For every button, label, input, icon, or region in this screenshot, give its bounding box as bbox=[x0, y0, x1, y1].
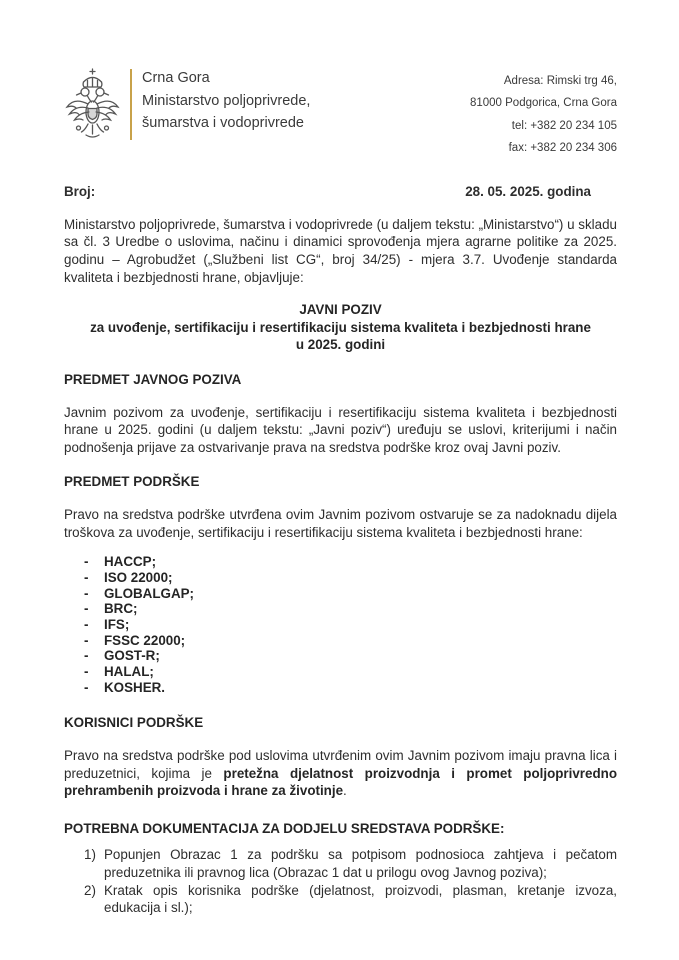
contact-tel: tel: +382 20 234 105 bbox=[511, 119, 617, 132]
contact-address: Adresa: Rimski trg 46, bbox=[503, 75, 617, 87]
intro-paragraph: Ministarstvo poljoprivrede, šumarstva i vodoprivrede (u daljem tekstu: „Ministarstvo“) u skladu sa čl. 3 Uredbe o uslovima, načinu i dinamici sprovođenja mjera agrarne politike za 2025. godinu – Agrobudžet („Službeni list CG“, broj 34/25) - mjera 3.7. Uvođenje standarda kvaliteta i bezbjednosti hrane, objavljuje: bbox=[64, 216, 617, 285]
document-list-item bbox=[84, 882, 617, 917]
list-bullet: - bbox=[84, 601, 89, 617]
list-bullet: - bbox=[84, 616, 89, 632]
standard-list-item bbox=[84, 617, 617, 633]
list-bullet: - bbox=[84, 679, 89, 695]
korisnici-paragraph bbox=[64, 747, 617, 800]
standard-list-item bbox=[84, 648, 617, 664]
standard-name: BRC; bbox=[104, 601, 138, 617]
standard-name: GLOBALGAP; bbox=[104, 585, 195, 601]
letterhead-left bbox=[64, 66, 310, 142]
standard-name: FSSC 22000; bbox=[104, 632, 186, 648]
list-bullet: - bbox=[84, 664, 89, 680]
standard-list-item bbox=[84, 680, 617, 696]
contact-fax: fax: +382 20 234 306 bbox=[508, 141, 617, 154]
country-name: Crna Gora bbox=[142, 70, 210, 86]
standard-list-item bbox=[84, 664, 617, 680]
document-list-item bbox=[84, 846, 617, 881]
item-text: Kratak opis korisnika podrške (djelatnost, proizvodi, plasman, kretanje izvoza, edukacija i sl.); bbox=[104, 882, 617, 916]
section-heading-predmet-podrske: PREDMET PODRŠKE bbox=[64, 474, 200, 490]
predmet-podrske-paragraph: Pravo na sredstva podrške utvrđena ovim Javnim pozivom ostvaruje se za nadoknadu dijela troškova za uvođenje, sertifikaciju i resertifikaciju sistema kvaliteta i bezbjednosti hrane: bbox=[64, 506, 617, 540]
document-meta-row bbox=[64, 183, 617, 201]
standard-name: HACCP; bbox=[104, 554, 157, 570]
list-bullet: - bbox=[84, 648, 89, 664]
list-bullet: - bbox=[84, 554, 89, 570]
standard-name: GOST-R; bbox=[104, 648, 160, 664]
standard-name: IFS; bbox=[104, 616, 130, 632]
contact-block bbox=[470, 66, 617, 159]
contact-city: 81000 Podgorica, Crna Gora bbox=[469, 97, 617, 110]
list-bullet: - bbox=[84, 569, 89, 585]
standard-list-item bbox=[84, 601, 617, 617]
doc-date: 28. 05. 2025. godina bbox=[465, 184, 591, 200]
section-heading-korisnici: KORISNICI PODRŠKE bbox=[64, 715, 204, 731]
standard-list-item bbox=[84, 554, 617, 570]
ministry-name-line1: Ministarstvo poljoprivrede, bbox=[142, 92, 311, 109]
korisnici-text-bold: pretežna djelatnost proizvodnja i promet poljoprivredno prehrambenih proizvoda i hrane za životinje bbox=[64, 765, 617, 799]
letterhead-accent-line bbox=[130, 69, 132, 140]
section-heading-dokumentacija: POTREBNA DOKUMENTACIJA ZA DODJELU SREDSTAVA PODRŠKE: bbox=[64, 820, 505, 836]
doc-number-label: Broj: bbox=[64, 184, 96, 200]
standard-name: KOSHER. bbox=[104, 679, 166, 695]
title-line3: u 2025. godini bbox=[295, 337, 386, 353]
letterhead bbox=[64, 66, 617, 159]
standard-list-item bbox=[84, 633, 617, 649]
item-number: 2) bbox=[84, 882, 96, 898]
document-title bbox=[64, 301, 617, 354]
list-bullet: - bbox=[84, 632, 89, 648]
ministry-name-line2: šumarstva i vodoprivrede bbox=[142, 115, 304, 131]
list-bullet: - bbox=[84, 585, 89, 601]
section-heading-predmet-poziva: PREDMET JAVNOG POZIVA bbox=[64, 371, 242, 387]
standard-list-item bbox=[84, 570, 617, 586]
standard-name: HALAL; bbox=[104, 664, 154, 680]
item-text: Popunjen Obrazac 1 za podršku sa potpisom podnosioca zahtjeva i pečatom preduzetnika ili pravnog lica (Obrazac 1 dat u prilogu ovog Javnog poziva); bbox=[104, 847, 617, 880]
predmet-poziva-paragraph: Javnim pozivom za uvođenje, sertifikaciju i resertifikaciju sistema kvaliteta i bezbjednosti hrane u 2025. godini (u daljem tekstu: „Javni poziv“) uređuju se uslovi, kriterijumi i način podnošenja prijave za ostvarivanje prava na sredstva podrške kroz ovaj Javni poziv. bbox=[64, 404, 617, 455]
standard-list-item bbox=[84, 586, 617, 602]
coat-of-arms-icon bbox=[64, 68, 121, 142]
korisnici-text-end: . bbox=[343, 783, 347, 799]
standard-name: ISO 22000; bbox=[104, 569, 173, 585]
documents-list bbox=[84, 846, 617, 916]
title-line1: JAVNI POZIV bbox=[299, 302, 382, 318]
korisnici-text-normal: Pravo na sredstva podrške pod uslovima utvrđenim ovim Javnim pozivom imaju pravna lica i preduzetnici, kojima je bbox=[64, 748, 617, 781]
title-line2: za uvođenje, sertifikaciju i resertifikaciju sistema kvaliteta i bezbjednosti hrane bbox=[90, 319, 591, 335]
standards-list bbox=[84, 554, 617, 695]
item-number: 1) bbox=[84, 847, 96, 863]
ministry-name-block bbox=[142, 66, 310, 135]
